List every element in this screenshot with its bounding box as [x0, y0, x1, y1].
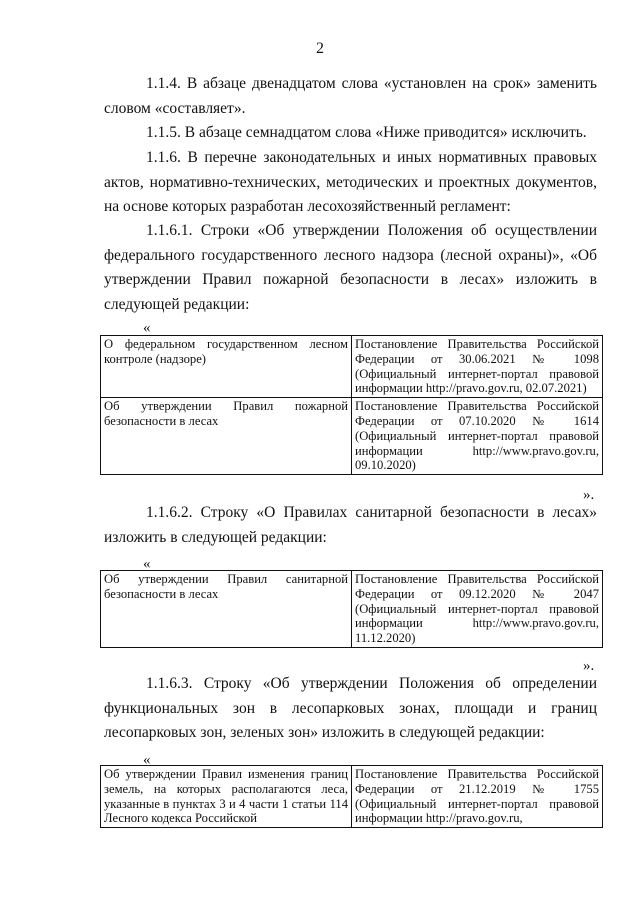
document-name-cell: Об утверждении Правил пожарной безопасности в лесах [101, 398, 352, 475]
paragraph-1-1-4: 1.1.4. В абзаце двенадцатом слова «установлен на срок» заменить словом «составляет». [104, 75, 597, 117]
closing-quote: ». [583, 658, 595, 674]
document-name-cell: Об утверждении Правил изменения границ земель, на которых располагаются леса, указанные в пунктах 3 и 4 части 1 статьи 114 Лесного кодекса Российской [101, 766, 352, 828]
regulations-table-3 [100, 765, 603, 828]
paragraph-1-1-6-3: 1.1.6.3. Строку «Об утверждении Положения об определении функциональных зон в лесопарковых зонах, площади и границ лесопарковых зон, зеленых зон» изложить в следующей редакции: [104, 675, 597, 741]
document-source-cell: Постановление Правительства Российской Федерации от 30.06.2021 № 1098 (Официальный интернет-портал правовой информации http://pravo.gov.ru, 02.07.2021) [352, 336, 603, 398]
table-row [101, 571, 603, 648]
table-row [101, 398, 603, 475]
document-name-cell: О федеральном государственном лесном контроле (надзоре) [101, 336, 352, 398]
document-source-cell: Постановление Правительства Российской Федерации от 21.12.2019 № 1755 (Официальный интернет-портал правовой информации http://pravo.gov.ru, [352, 766, 603, 828]
opening-quote: « [143, 556, 151, 572]
regulations-table-2 [100, 570, 603, 648]
table-row [101, 336, 603, 398]
opening-quote: « [143, 320, 151, 336]
paragraph-1-1-5: 1.1.5. В абзаце семнадцатом слова «Ниже приводится» исключить. [146, 124, 587, 141]
paragraph-1-1-6-1: 1.1.6.1. Строки «Об утверждении Положения об осуществлении федерального государственного лесного надзора (лесной охраны)», «Об утверждении Правил пожарной безопасности в лесах» изложить в следующей редакции: [104, 222, 597, 313]
document-name-cell: Об утверждении Правил санитарной безопасности в лесах [101, 571, 352, 648]
regulations-table-1 [100, 335, 603, 475]
opening-quote: « [143, 752, 151, 768]
table-row [101, 766, 603, 828]
paragraph-1-1-6-2: 1.1.6.2. Строку «О Правилах санитарной безопасности в лесах» изложить в следующей редакции: [104, 504, 597, 546]
closing-quote: ». [583, 487, 595, 503]
document-source-cell: Постановление Правительства Российской Федерации от 09.12.2020 № 2047 (Официальный интернет-портал правовой информации http://www.pravo.gov.ru, 11.12.2020) [352, 571, 603, 648]
paragraph-1-1-6: 1.1.6. В перечне законодательных и иных нормативных правовых актов, нормативно-технических, методических и проектных документов, на основе которых разработан лесохозяйственный регламент: [104, 149, 597, 215]
document-source-cell: Постановление Правительства Российской Федерации от 07.10.2020 № 1614 (Официальный интернет-портал правовой информации http://www.pravo.gov.ru, 09.10.2020) [352, 398, 603, 475]
page-number: 2 [316, 40, 324, 57]
